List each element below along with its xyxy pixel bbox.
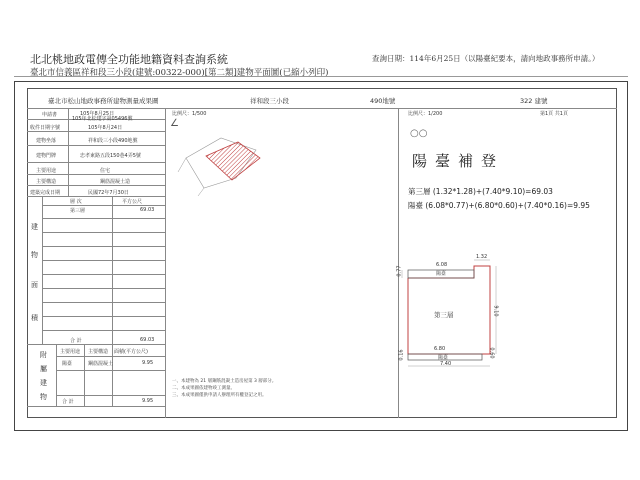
info-label-address: 建物門牌 <box>36 153 57 159</box>
info-value-location: 祥和段三小段490地號 <box>88 138 138 144</box>
info-value-completion: 民國72年7月30日 <box>88 190 129 196</box>
info-value-address: 忠孝東路五段150巷4弄5號 <box>80 153 141 159</box>
info-value-application-number: 105年北松建字第05496號 <box>72 116 133 122</box>
info-value-structure: 鋼筋混凝土造 <box>100 179 131 185</box>
north-arrow-icon: ∠ <box>170 118 179 129</box>
dim-bottom-right-height: 0.60 <box>488 347 495 359</box>
title-strip-divider <box>27 108 617 109</box>
dim-right-height: 9.10 <box>492 305 499 317</box>
annex-total-value: 9.95 <box>142 398 154 404</box>
note-2: 二、本成果圖依建物竣工測量。 <box>172 386 235 391</box>
note-1: 一、本建物為 21 層鋼筋混凝土造房屋第 3 層部分。 <box>172 379 277 384</box>
dim-bottom-balcony-height: 0.16 <box>398 349 405 361</box>
dim-bottom-balcony-width: 6.80 <box>434 346 446 352</box>
area-col-area: 平方公尺 <box>122 199 143 205</box>
right-column-divider <box>398 108 399 418</box>
note-3: 三、本成果圖僅供申請人辦理所有權登記之用。 <box>172 393 267 398</box>
dim-notch-width: 1.32 <box>476 254 488 260</box>
annex-row-use: 陽臺 <box>62 361 73 367</box>
floor-area-formula: 第三層 (1.32*1.28)+(7.40*9.10)=69.03 <box>408 187 553 196</box>
site-plan-scale: 比例尺：1/500 <box>172 111 207 117</box>
notes <box>172 378 276 399</box>
floor-label: 第三層 <box>434 311 454 319</box>
info-label-completion: 建築完成日期 <box>30 190 61 196</box>
area-side-char-2: 物 <box>31 251 38 259</box>
annex-col-structure: 主要構造 <box>88 349 109 355</box>
system-title: 北北桃地政電傳全功能地籍資料查詢系統 <box>30 53 228 66</box>
info-label-use: 主要用途 <box>36 168 57 174</box>
document-subtitle: 臺北市信義區祥和段三小段(建號:00322-000)[第二類]建物平面圖(已縮小列印) <box>30 68 329 78</box>
office-title: 臺北市松山地政事務所建物測量成果圖 <box>48 97 159 105</box>
left-column-divider <box>165 108 166 418</box>
dim-left-balcony-height: 0.77 <box>396 265 403 277</box>
dim-top-balcony-width: 6.08 <box>436 262 448 268</box>
annex-col-area: 面積(平方公尺) <box>114 349 148 355</box>
info-label-structure: 主要構造 <box>36 179 57 185</box>
area-total-label: 合 計 <box>70 338 82 344</box>
balcony-area-formula: 陽臺 (6.08*0.77)+(6.80*0.60)+(7.40*0.16)=9.95 <box>408 201 590 210</box>
info-value-receipt: 105年8月24日 <box>88 125 123 131</box>
area-side-char-3: 面 <box>31 281 38 289</box>
land-number: 490地號 <box>370 97 396 105</box>
balcony-supplement-title: 陽臺補登 <box>412 152 505 170</box>
dim-bottom-width: 7.40 <box>440 361 452 367</box>
annex-side-char-4: 物 <box>40 393 47 401</box>
annex-row-structure: 鋼筋混凝土 <box>88 361 114 367</box>
symbol-mark: ○○ <box>410 128 428 139</box>
annex-side-char-1: 附 <box>40 351 47 359</box>
bottom-balcony-label: 陽臺 <box>438 355 449 361</box>
floor-plan-scale: 比例尺：1/200 <box>408 111 443 117</box>
info-label-receipt: 收件日期字號 <box>30 125 61 131</box>
area-row-value: 69.03 <box>140 207 155 213</box>
area-side-char-1: 建 <box>31 223 38 231</box>
annex-side-char-3: 建 <box>40 379 47 387</box>
info-label-application: 申請書 <box>42 112 58 118</box>
annex-col-use: 主要用途 <box>60 349 81 355</box>
area-side-char-4: 積 <box>31 314 38 322</box>
query-date: 查詢日期：114年6月25日（以陽臺紀要本，請向地政事務所申請。） <box>372 54 600 63</box>
site-plan-building-footprint <box>206 142 260 180</box>
area-row-floor: 第三層 <box>70 208 86 214</box>
annex-row-area: 9.95 <box>142 360 154 366</box>
annex-side-char-2: 屬 <box>40 365 47 373</box>
area-total-value: 69.03 <box>140 337 155 343</box>
info-label-location: 建物坐落 <box>36 138 57 144</box>
annex-total-label: 合 計 <box>62 399 74 405</box>
info-value-use: 住宅 <box>100 168 111 174</box>
header-divider <box>14 76 628 77</box>
floor-plan <box>396 250 510 370</box>
site-plan-drawing <box>176 128 276 198</box>
top-balcony-label: 陽臺 <box>436 271 447 277</box>
section-name: 祥和段三小段 <box>250 97 289 105</box>
area-col-floor: 層 次 <box>70 199 82 205</box>
info-value-application-date: 105年8月25日 <box>80 111 115 117</box>
building-number: 322 建號 <box>520 97 548 105</box>
page-info: 第1頁 共1頁 <box>540 111 568 117</box>
